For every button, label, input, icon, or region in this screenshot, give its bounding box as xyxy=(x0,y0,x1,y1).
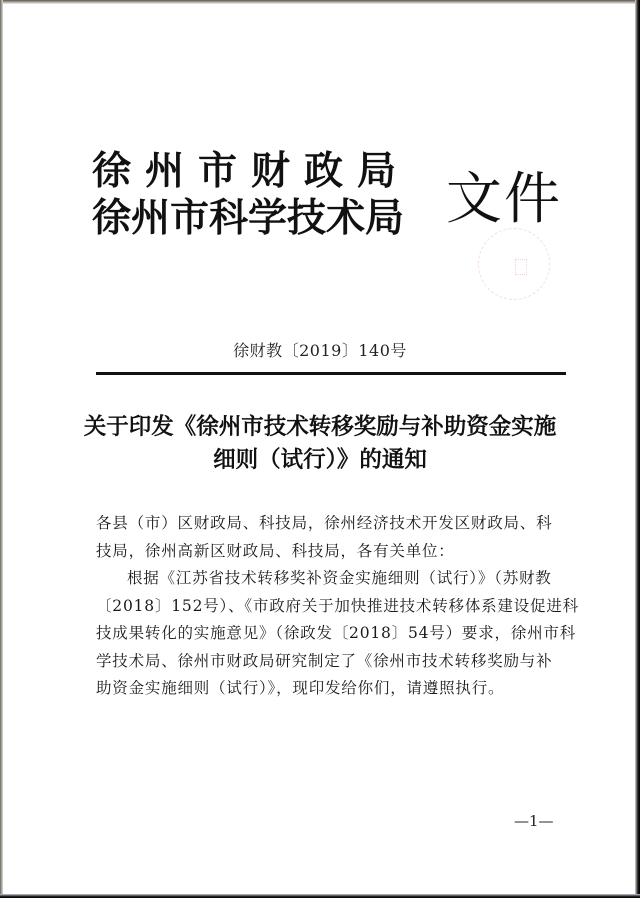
document-title xyxy=(60,411,580,477)
document-body xyxy=(96,510,579,703)
document-number: 徐财教〔2019〕140号 xyxy=(233,341,407,360)
issuer-finance-bureau: 徐州市财政局 xyxy=(92,148,411,194)
salutation-line: 技局，徐州高新区财政局、科技局，各有关单位： xyxy=(96,541,455,560)
salutation xyxy=(96,510,566,565)
issuing-authorities xyxy=(92,148,422,242)
seal-trace-icon xyxy=(478,228,550,300)
paragraph-line: 学技术局、徐州市财政局研究制定了《徐州市技术转移奖励与补 xyxy=(96,651,553,670)
salutation-line: 各县（市）区财政局、科技局，徐州经济技术开发区财政局、科 xyxy=(96,514,553,532)
paragraph-line: 根据《江苏省技术转移奖补资金实施细则（试行）》（苏财教 xyxy=(127,569,552,587)
paragraph-line: 助资金实施细则（试行）》，现印发给你们，请遵照执行。 xyxy=(96,679,505,697)
scan-edge-right xyxy=(635,0,640,898)
title-line-1: 关于印发《徐州市技术转移奖励与补助资金实施 xyxy=(83,414,557,440)
paragraph-line: 技成果转化的实施意见》（徐政发〔2018〕54号）要求，徐州市科 xyxy=(96,624,577,642)
scan-edge-top xyxy=(0,0,640,4)
main-paragraph xyxy=(96,565,579,703)
header-divider xyxy=(96,372,566,375)
issuer-science-technology-bureau: 徐州市科学技术局 xyxy=(92,195,405,241)
scan-edge-left xyxy=(0,0,3,898)
page-number: —1— xyxy=(514,812,554,830)
title-line-2: 细则（试行）》的通知 xyxy=(213,447,427,473)
document-label: 文件 xyxy=(446,167,562,232)
paragraph-line: 〔2018〕152号）、《市政府关于加快推进技术转移体系建设促进科 xyxy=(96,596,579,615)
scan-edge-bottom xyxy=(0,894,640,898)
